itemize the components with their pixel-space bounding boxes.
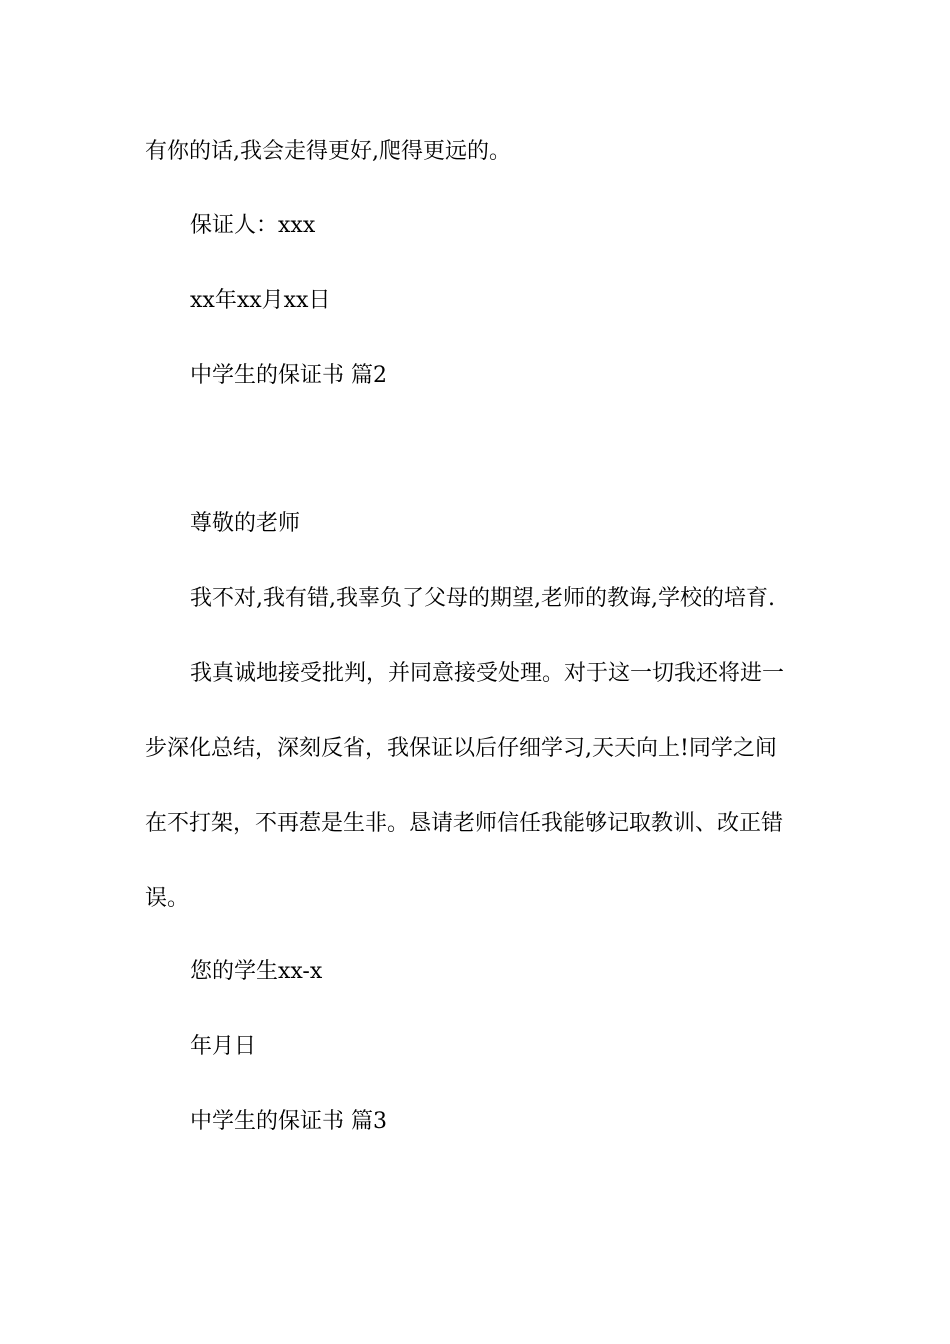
paragraph-line: 我真诚地接受批判，并同意接受处理。对于这一切我还将进一 (190, 661, 785, 686)
paragraph-line: 步深化总结，深刻反省，我保证以后仔细学习,天天向上!同学之间 (145, 736, 777, 761)
guarantor-line: 保证人：xxx (190, 213, 316, 238)
paragraph-line: 在不打架，不再惹是生非。恳请老师信任我能够记取教训、改正错 (145, 811, 784, 836)
salutation-line: 尊敬的老师 (190, 511, 301, 536)
section-heading-2: 中学生的保证书 篇2 (190, 363, 387, 388)
signature-line: 您的学生xx-x (190, 959, 323, 984)
section-heading-3: 中学生的保证书 篇3 (190, 1109, 387, 1134)
paragraph-line-closing: 有你的话,我会走得更好,爬得更远的。 (145, 139, 511, 164)
paragraph-line: 误。 (145, 886, 190, 911)
date-line: xx年xx月xx日 (190, 288, 331, 313)
date-line: 年月日 (190, 1034, 257, 1059)
paragraph-line: 我不对,我有错,我辜负了父母的期望,老师的教诲,学校的培育. (190, 586, 775, 611)
